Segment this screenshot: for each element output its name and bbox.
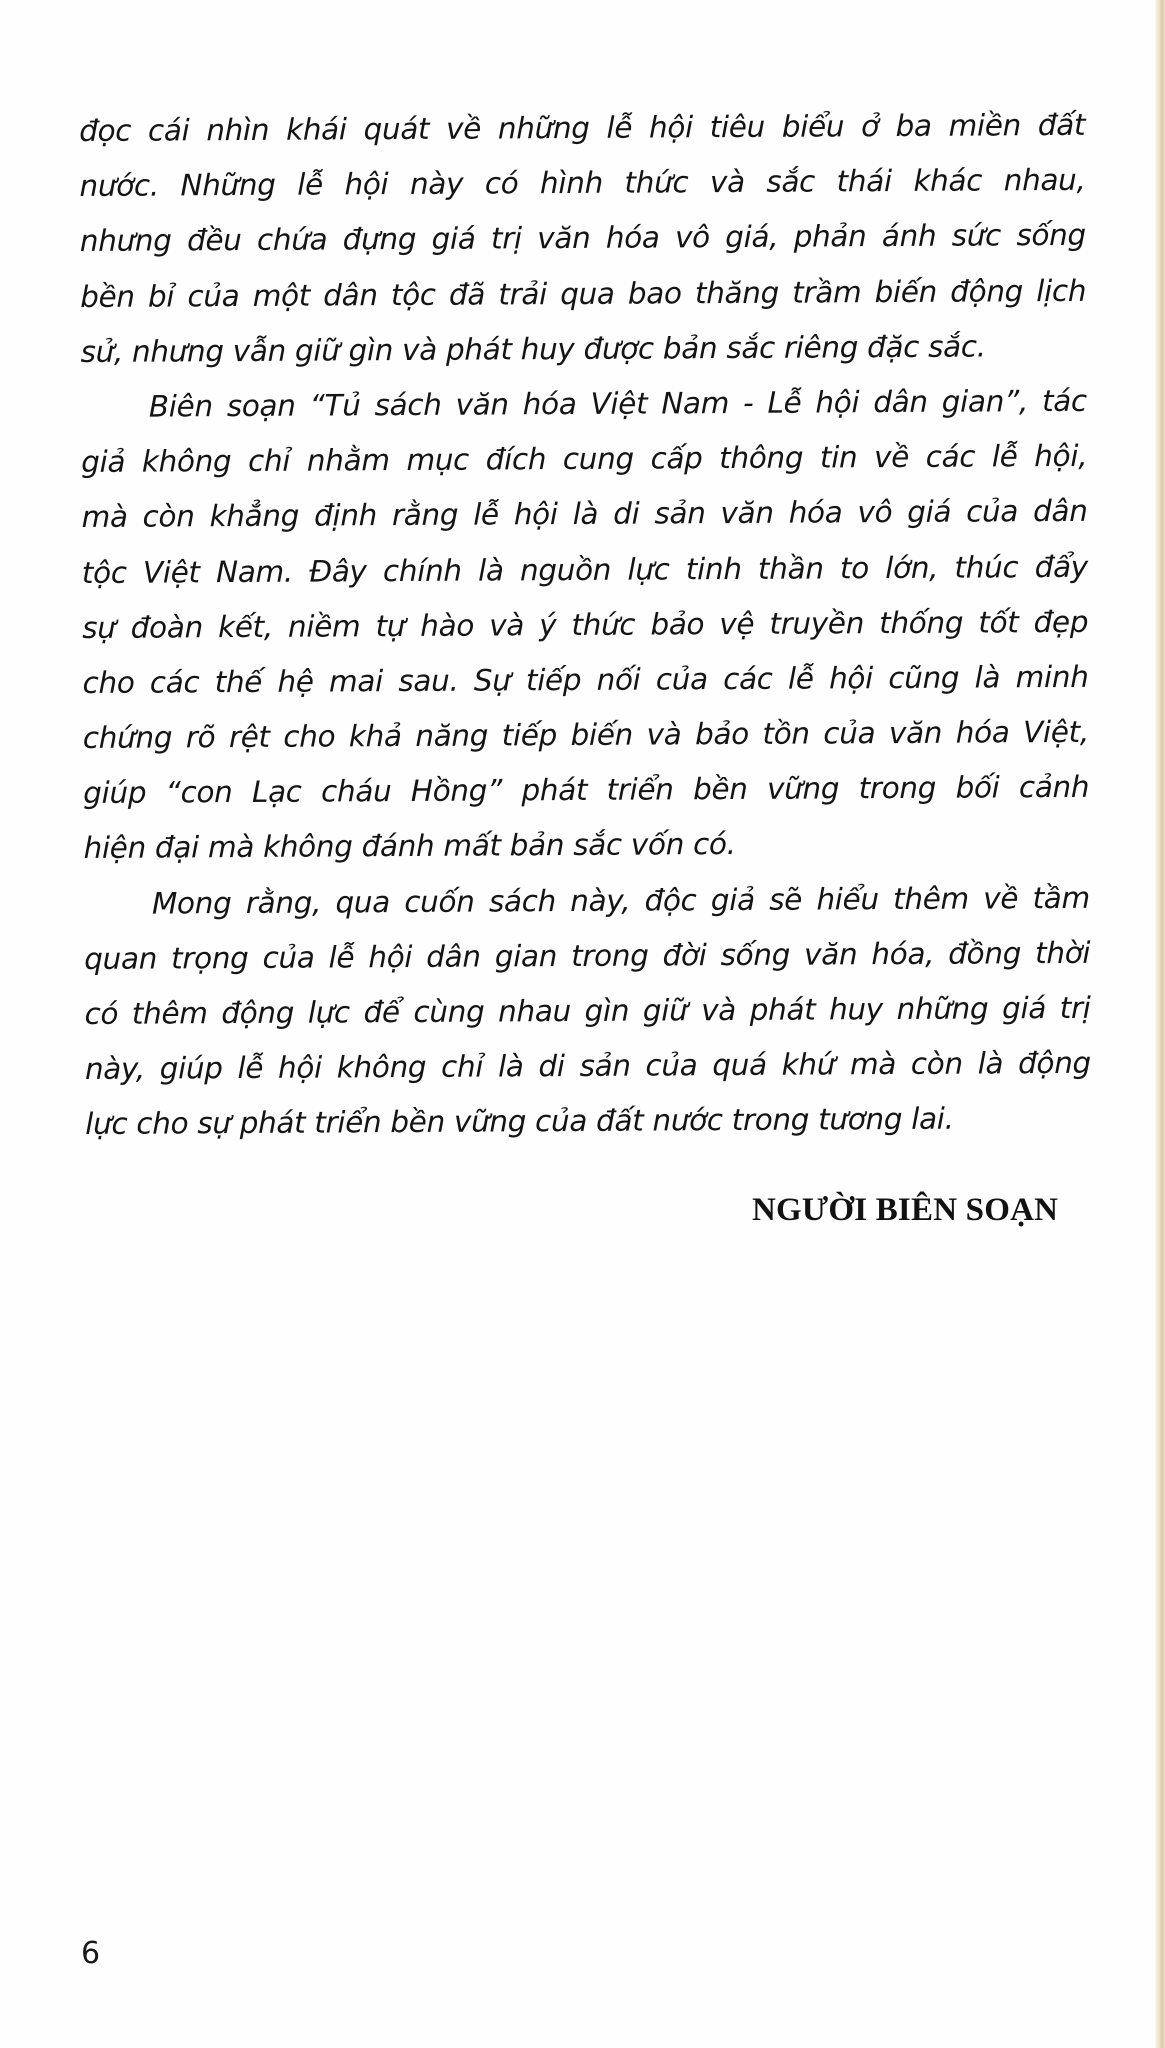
paragraph-3: [84, 870, 1092, 1152]
text-line: giúp “con Lạc cháu Hồng” phát triển bền vững trong bối cảnh: [83, 770, 1090, 811]
text-line: đọc cái nhìn khái quát về những lễ hội tiêu biểu ở ba miền đất: [79, 107, 1086, 148]
text-line: có thêm động lực để cùng nhau gìn giữ và phát huy những giá trị: [84, 990, 1091, 1031]
text-line: tộc Việt Nam. Đây chính là nguồn lực tinh thần to lớn, thúc đẩy: [81, 549, 1088, 590]
paragraph-1: [79, 98, 1087, 380]
text-line: mà còn khẳng định rằng lễ hội là di sản văn hóa vô giá của dân: [81, 494, 1088, 535]
author-signature: NGƯỜI BIÊN SOẠN: [752, 1192, 1059, 1228]
text-line: giả không chỉ nhằm mục đích cung cấp thông tin về các lễ hội,: [81, 438, 1088, 480]
text-line: chứng rõ rệt cho khả năng tiếp biến và bảo tồn của văn hóa Việt,: [82, 714, 1089, 756]
page-edge-shadow: [1155, 0, 1165, 2048]
paragraph-2: [81, 374, 1090, 877]
text-line: cho các thế hệ mai sau. Sự tiếp nối của các lễ hội cũng là minh: [82, 659, 1089, 700]
text-line: sử, nhưng vẫn giữ gìn và phát huy được bản sắc riêng đặc sắc.: [80, 329, 986, 369]
text-line: nhưng đều chứa đựng giá trị văn hóa vô giá, phản ánh sức sống: [79, 218, 1086, 259]
text-line: này, giúp lễ hội không chỉ là di sản của quá khứ mà còn là động: [84, 1046, 1091, 1087]
text-line: bền bỉ của một dân tộc đã trải qua bao thăng trầm biến động lịch: [80, 273, 1087, 314]
text-line: hiện đại mà không đánh mất bản sắc vốn có.: [83, 827, 736, 866]
text-line-indented: Mong rằng, qua cuốn sách này, độc giả sẽ hiểu thêm về tầm: [151, 880, 1090, 921]
page-number: 6: [81, 1936, 101, 1971]
text-line-indented: Biên soạn “Tủ sách văn hóa Việt Nam - Lễ hội dân gian”, tác: [148, 383, 1087, 424]
body-text: [79, 98, 1091, 1153]
text-line: nước. Những lễ hội này có hình thức và sắc thái khác nhau,: [79, 163, 1086, 204]
text-line: lực cho sự phát triển bền vững của đất nước trong tương lai.: [85, 1102, 954, 1142]
text-line: sự đoàn kết, niềm tự hào và ý thức bảo vệ truyền thống tốt đẹp: [82, 604, 1089, 645]
text-line: quan trọng của lễ hội dân gian trong đời sống văn hóa, đồng thời: [84, 935, 1091, 976]
